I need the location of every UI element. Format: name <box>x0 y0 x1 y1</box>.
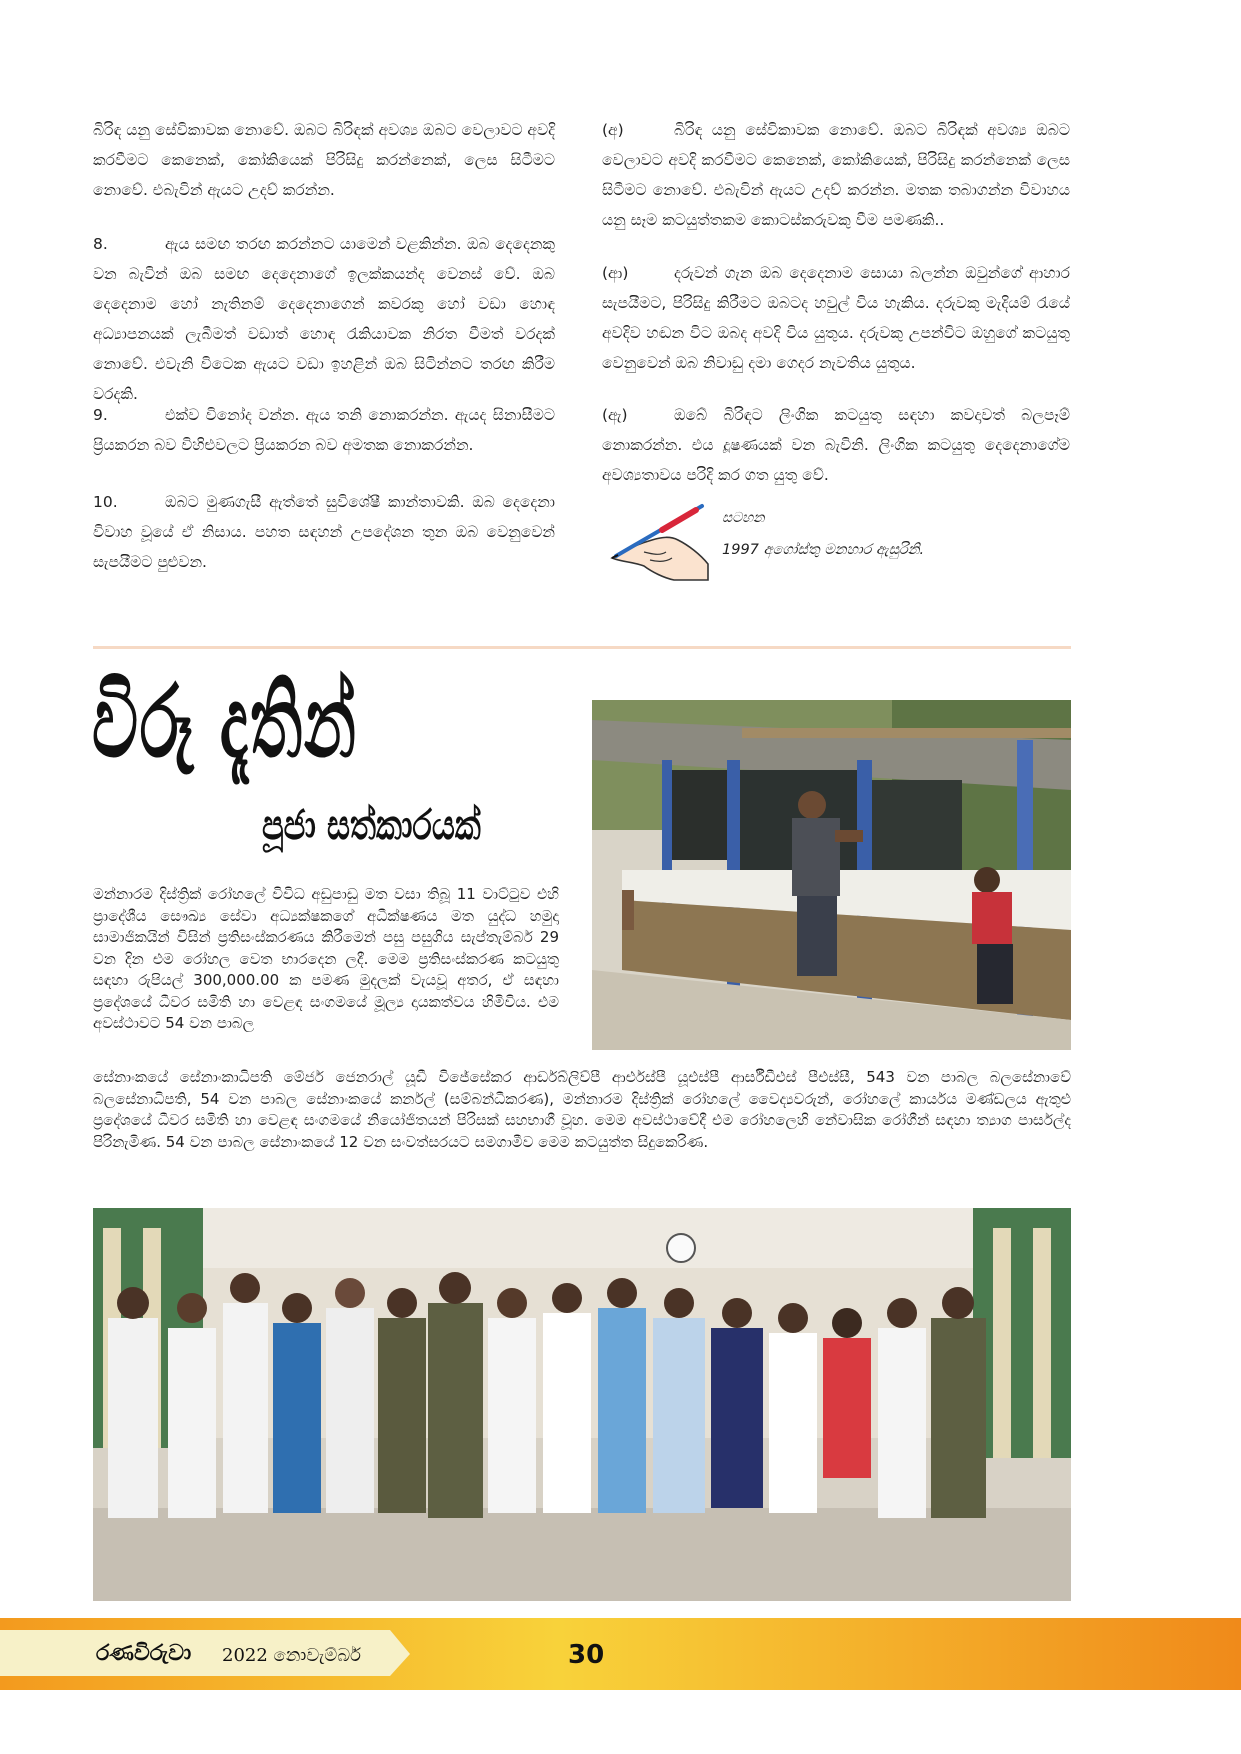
point-text: දරුවන් ගැන ඔබ දෙදෙනාම සොයා බලන්න ඔවුන්ගේ ආහාර සැපයීමට, පිරිසිදු කිරීමට ඔබටද හවුල් විය හැකිය. දරුවකු මැදියම් රැයේ අවදිව හඬන විට ඔබද අවදි විය යුතුය. දරුවකු උපන්විට ඔහුගේ කටයුතු වෙනුවෙන් ඔබ නිවාඩු දමා ගෙදර නැවතිය යුතුය. <box>602 264 1070 372</box>
paragraph-number: 9. <box>93 406 108 424</box>
point-label: (අ) <box>602 121 624 139</box>
point-label: (ආ) <box>602 264 629 282</box>
group-photo <box>93 1208 1071 1601</box>
paragraph-number: 8. <box>93 235 108 253</box>
paragraph-wife-not-servant: බිරිඳ යනු සේවිකාවක නොවේ. ඔබට බිරිඳක් අවශ්‍ය ඔබට වෙලාවට අවදි කරවීමට කෙනෙක්, කෝකියෙක් පිරිසිදු කරන්නෙක්, ලෙස සිටීමට නොවේ. එබැවින් ඇයට උදව් කරන්න. <box>93 121 555 199</box>
headline-main: විරූ දෑතින් <box>92 666 359 781</box>
section-divider <box>93 646 1071 649</box>
point-text: බිරිඳ යනු සේවිකාවක නොවේ. ඔබට බිරිඳක් අවශ්‍ය ඔබට වෙලාවට අවදි කරවීමට කෙනෙක්, කෝකියෙක්, පිරිසිදු කරන්නෙක් ලෙස සිටීමට නොවේ. එබැවින් ඇයට උදව් කරන්න. මතක තබාගන්න විවාහය යනු සෑම කටයුත්තකම කොටස්කරුවකු වීම පමණකි.. <box>602 121 1070 229</box>
paragraph-10 <box>93 487 555 577</box>
paragraph-8 <box>93 229 555 409</box>
article-body-intro: මන්නාරම දිස්ත්‍රික් රෝහලේ විවිධ අඩුපාඩු මත වසා තිබූ 11 වාට්ටුව එහි ප්‍රාදේශීය සෞඛ්‍ය සේවා අධ්‍යක්ෂකගේ අධීක්ෂණය මත යුද්ධ හමුදා සාමාජිකයින් විසින් ප්‍රතිසංස්කරණය කිරීමෙන් පසු පසුගිය සැප්තැම්බර් 29 වන දින එම රෝහල වෙත භාරදෙන ලදී. මෙම ප්‍රතිසංස්කරණ කටයුතු සඳහා රුපියල් 300,000.00 ක පමණ මුදලක් වැයවූ අතර, ඒ සඳහා ප්‍රදේශයේ ධීවර සමිති හා වෙළඳ සංගමයේ මූල්‍ය දායකත්වය හිමිවිය. එම අවස්ථාවට 54 වන පාබල <box>93 885 559 1032</box>
note-label: සටහන <box>722 510 765 526</box>
headline-sub: පූජා සත්කාරයක් <box>262 800 481 850</box>
footer-issue: 2022 නොවැම්බර් <box>222 1645 361 1666</box>
point-a <box>602 115 1070 235</box>
renovation-photo <box>592 700 1071 1050</box>
point-aa <box>602 258 1070 378</box>
paragraph-text: එක්ව විනෝද වන්න. ඇය තනි නොකරන්න. ඇයද සිනාසීමට ප්‍රියකරන බව විහිළුවලට ප්‍රියකරන බව අමතක නොකරන්න. <box>93 406 555 454</box>
point-ae <box>602 400 1070 490</box>
hand-writing-pen-icon <box>604 500 714 582</box>
paragraph-9 <box>93 400 555 460</box>
note-author: 1997 අගෝස්තු මනහාර ඇසුරිනි. <box>722 542 925 558</box>
paragraph-text: ඔබට මුණගැසී ඇත්තේ සුවිශේෂී කාන්තාවකි. ඔබ දෙදෙනා විවාහ වූයේ ඒ නිසාය. පහත සඳහන් උපදේශන තුන ඔබ වෙනුවෙන් සැපයීමට පුළුවන. <box>93 493 555 571</box>
point-text: ඔබේ බිරිඳට ලිංගික කටයුතු සඳහා කවදාවත් බලපෑම් නොකරන්න. එය දූෂණයක් වන බැවිනි. ලිංගික කටයුතු දෙදෙනාගේම අවශ්‍යතාවය පරිදි කර ගත යුතු වේ. <box>602 406 1070 484</box>
page-number: 30 <box>568 1640 605 1670</box>
point-label: (ඇ) <box>602 406 628 424</box>
paragraph-text: ඇය සමඟ තරඟ කරන්නට යාමෙන් වළකින්න. ඔබ දෙදෙනකු වන බැවින් ඔබ සමඟ දෙදෙනාගේ ඉලක්කයන්ද වෙනස් වේ. ඔබ දෙදෙනාම හෝ නැතිනම් දෙදෙනාගෙන් කවරකු හෝ වඩා හොඳ අධ්‍යාපනයක් ලැබීමත් වඩාත් හොඳ රැකියාවක නිරත වීමත් වරදක් නොවේ. එවැනි විටෙක ඇයට වඩා ඉහළින් ඔබ සිටින්නට තරඟ කිරීම වරදකි. <box>93 235 555 403</box>
footer-brand: රණවිරුවා <box>96 1641 192 1666</box>
article-body-continued: සේනාංකයේ සේනාංකාධිපති මේජර් ජෙනරාල් යූඩී විජේසේකර ආර්ඩබ්ලිව්පී ආර්එස්පී යූඑස්පී ආර්සීඩීඑස් පීඑස්සී, 543 වන පාබල බලසේනාවේ බලසේනාධිපති, 54 වන පාබල සේනාංකයේ කර්නල් (සම්බන්ධීකරණ), මන්නාරම දිස්ත්‍රික් රෝහලේ වෛද්‍යවරුන්, රෝහලේ කාර්යය මණ්ඩලය ඇතුළු ප්‍රදේශයේ ධීවර සමිති හා වෙළඳ සංගමයේ නියෝජිතයන් පිරිසක් සහභාගී වූහ. මෙම අවස්ථාවේදී එම රෝහලෙහි නේවාසික රෝගීන් සඳහා ත්‍යාග පාර්සල්ද පිරිනැමිණ. 54 වන පාබල සේනාංකයේ 12 වන සංවත්සරයට සමගාමීව මෙම කටයුත්ත සිදුකෙරිණ. <box>93 1068 1071 1151</box>
paragraph-number: 10. <box>93 493 118 511</box>
